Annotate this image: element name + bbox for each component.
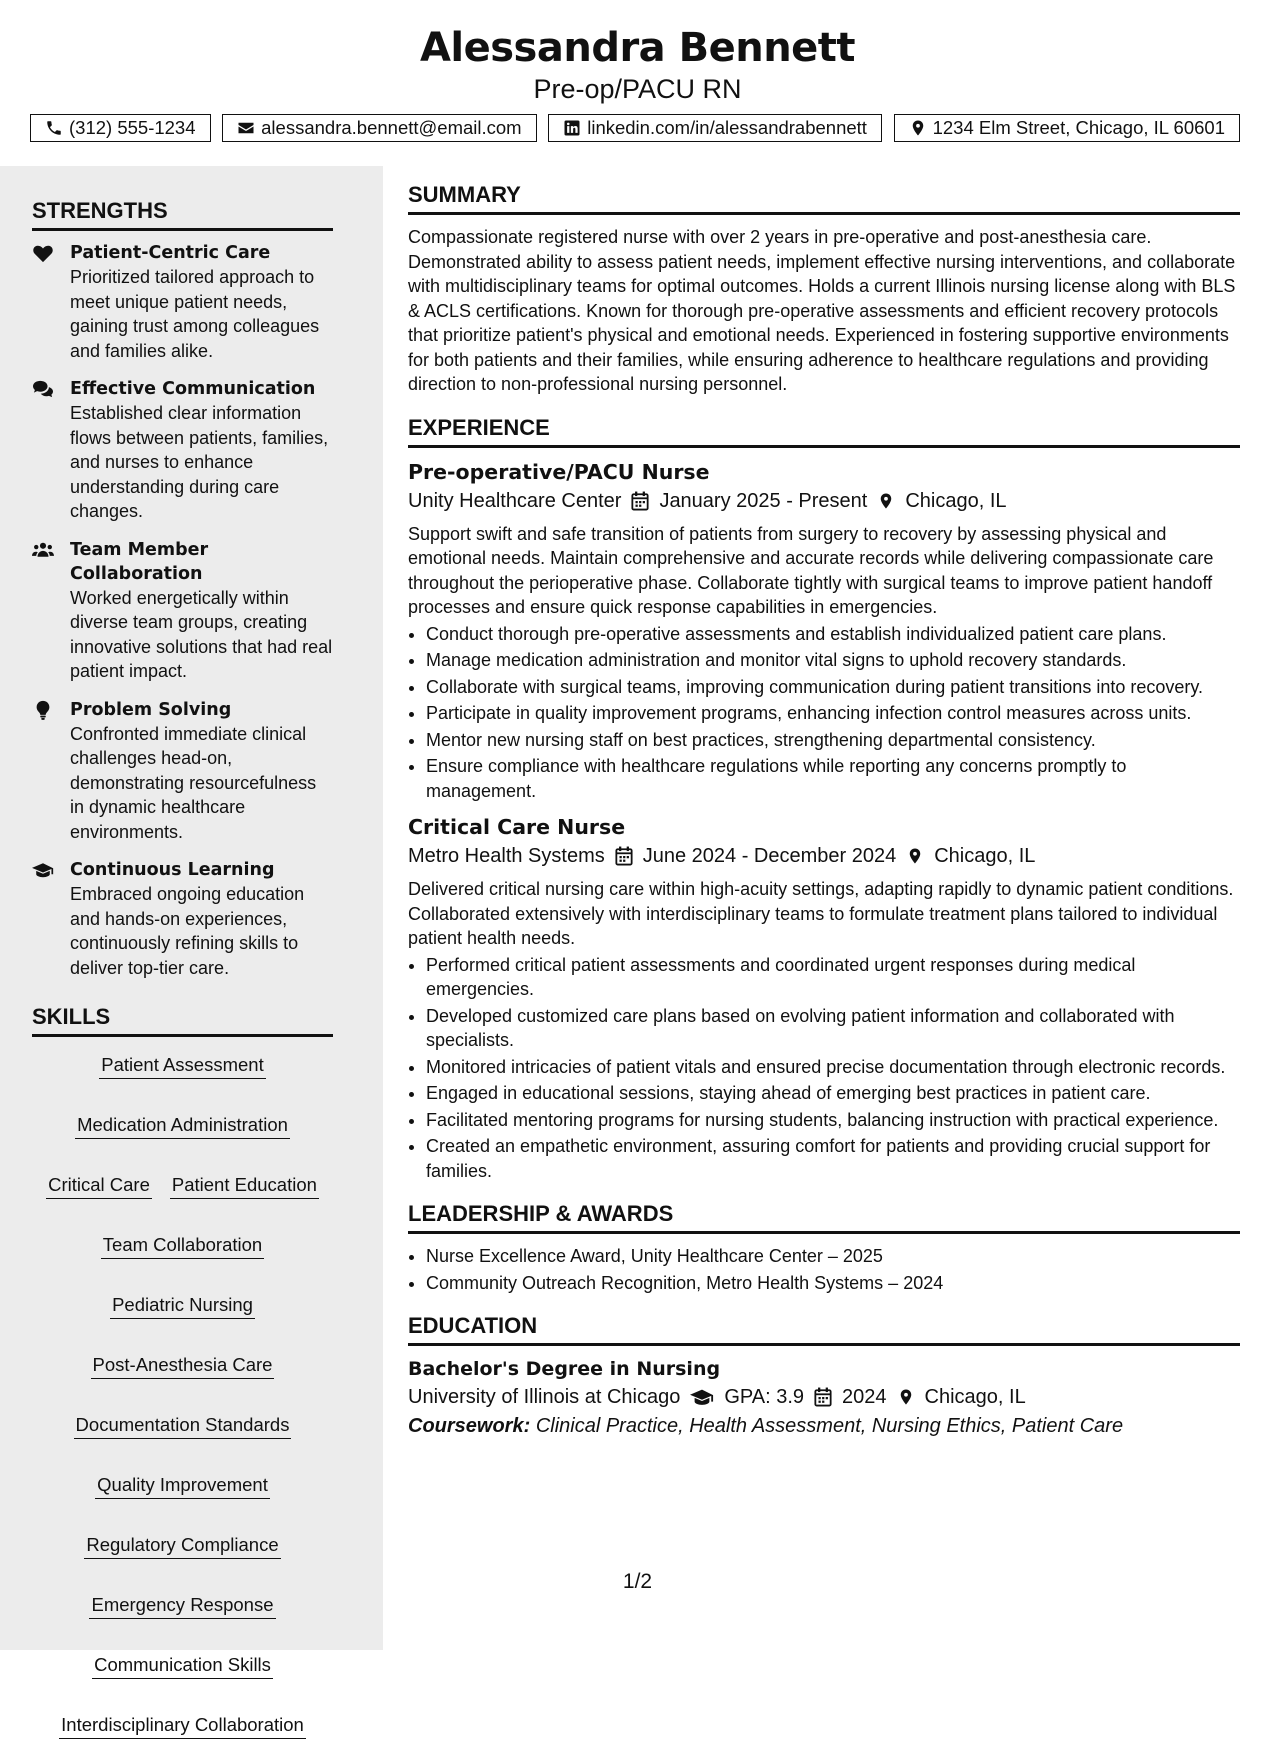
skill-tag: Regulatory Compliance — [84, 1533, 280, 1559]
job-title: Pre-operative/PACU Nurse — [408, 459, 710, 484]
job-bullets — [408, 953, 1240, 1184]
education-entry — [408, 1356, 1240, 1440]
resume-header — [0, 0, 1275, 106]
skill-tag: Patient Education — [170, 1173, 319, 1199]
strength-desc: Confronted immediate clinical challenges head-on, demonstrating resourcefulness in dynamic healthcare environments. — [70, 723, 317, 842]
map-marker-icon — [906, 846, 924, 866]
graduation-cap-icon — [690, 1387, 714, 1407]
heart-icon — [32, 243, 54, 263]
strength-title: Patient-Centric Care — [70, 243, 271, 263]
skill-tag: Interdisciplinary Collaboration — [59, 1713, 306, 1739]
gpa-text: GPA: 3.9 — [724, 1386, 805, 1408]
sidebar — [0, 166, 383, 1735]
job-bullet: • Manage medication administration and monitor vital signs to uphold recovery standards. — [426, 648, 1240, 673]
skill-tag: Emergency Response — [89, 1593, 275, 1619]
degree-title: Bachelor's Degree in Nursing — [408, 1358, 721, 1380]
job-bullet: • Participate in quality improvement programs, enhancing infection control measures across units. — [426, 701, 1240, 726]
job-bullet: • Engaged in educational sessions, staying ahead of emerging best practices in patient care. — [426, 1081, 1240, 1106]
awards-list — [408, 1244, 1240, 1295]
calendar-icon — [814, 1387, 832, 1407]
email-text: alessandra.bennett@email.com — [261, 117, 522, 138]
strength-item — [32, 698, 333, 845]
skills-list — [32, 1047, 333, 1739]
candidate-title: Pre-op/PACU RN — [533, 74, 742, 104]
award-item: • Community Outreach Recognition, Metro Health Systems – 2024 — [426, 1271, 1240, 1296]
strength-title: Continuous Learning — [70, 860, 275, 880]
education-meta — [408, 1382, 1240, 1412]
job-meta — [408, 486, 1240, 516]
school-location: Chicago, IL — [924, 1386, 1026, 1408]
strength-desc: Prioritized tailored approach to meet unique patient needs, gaining trust among colleagues and families alike. — [70, 267, 320, 361]
job-bullet: • Monitored intricacies of patient vitals and ensured precise documentation through electronic records. — [426, 1055, 1240, 1080]
skill-tag: Medication Administration — [75, 1113, 290, 1139]
education-heading: EDUCATION — [408, 1313, 1240, 1346]
calendar-icon — [631, 491, 649, 511]
graduation-year: 2024 — [842, 1386, 887, 1408]
users-icon — [32, 540, 54, 560]
linkedin-icon — [563, 119, 581, 137]
job-meta — [408, 841, 1240, 871]
job-bullet: • Developed customized care plans based on evolving patient information and collaborated with specialists. — [426, 1004, 1240, 1053]
linkedin-text: linkedin.com/in/alessandrabennett — [587, 117, 867, 138]
skill-tag: Team Collaboration — [101, 1233, 264, 1259]
calendar-icon — [615, 846, 633, 866]
experience-heading: EXPERIENCE — [408, 415, 1240, 448]
comments-icon — [32, 379, 54, 399]
job-company: Metro Health Systems — [408, 845, 605, 867]
strength-desc: Embraced ongoing education and hands-on experiences, continuously refining skills to deliver top-tier care. — [70, 884, 305, 978]
skill-tag: Pediatric Nursing — [110, 1293, 255, 1319]
graduation-cap-icon — [32, 860, 54, 880]
skill-tag: Post-Anesthesia Care — [91, 1353, 275, 1379]
strength-title: Problem Solving — [70, 699, 232, 720]
school-name: University of Illinois at Chicago — [408, 1386, 681, 1408]
strength-title: Team Member Collaboration — [70, 539, 209, 584]
strength-item — [32, 858, 333, 980]
summary-text: Compassionate registered nurse with over 2 years in pre-operative and post-anesthesia care. Demonstrated ability to assess patient needs, implement effective nursing interventions, and collaborate with multidisciplinary teams for optimal outcomes. Holds a current Illinois nursing license along with BLS & ACLS certifications. Known for thorough pre-operative assessments and efficient recovery protocols that prioritize patient's physical and emotional needs. Experienced in fostering supportive environments for both patients and their families, while ensuring adherence to healthcare regulations and providing direction to non-professional nursing personnel. — [408, 227, 1236, 394]
contact-phone[interactable] — [30, 114, 211, 142]
map-marker-icon — [897, 1387, 915, 1407]
strength-desc: Worked energetically within diverse team groups, creating innovative solutions that had real patient impact. — [70, 587, 333, 681]
job-bullet: • Mentor new nursing staff on best practices, strengthening departmental consistency. — [426, 728, 1240, 753]
strength-title: Effective Communication — [70, 379, 316, 399]
map-marker-icon — [909, 119, 927, 137]
job-company: Unity Healthcare Center — [408, 489, 622, 512]
job-bullet: • Conduct thorough pre-operative assessments and establish individualized patient care plans. — [426, 622, 1240, 647]
phone-text: (312) 555-1234 — [69, 117, 196, 138]
strength-item — [32, 241, 333, 363]
strength-desc: Established clear information flows between patients, families, and nurses to enhance understanding during care changes. — [70, 403, 329, 521]
contact-linkedin[interactable] — [548, 114, 882, 142]
phone-icon — [45, 119, 63, 137]
envelope-icon — [237, 119, 255, 137]
strength-item — [32, 538, 333, 684]
skill-tag: Critical Care — [46, 1173, 152, 1199]
job-location: Chicago, IL — [905, 489, 1007, 512]
job-bullet: • Created an empathetic environment, assuring comfort for patients and providing crucial support for families. — [426, 1134, 1240, 1183]
skill-tag: Documentation Standards — [74, 1413, 292, 1439]
coursework-list: Clinical Practice, Health Assessment, Nursing Ethics, Patient Care — [535, 1415, 1124, 1437]
job-title: Critical Care Nurse — [408, 815, 626, 839]
map-marker-icon — [877, 491, 895, 511]
job-location: Chicago, IL — [934, 845, 1036, 867]
lightbulb-icon — [32, 700, 54, 720]
main-content — [408, 166, 1240, 1440]
contact-bar — [30, 114, 1240, 142]
strength-item — [32, 377, 333, 524]
contact-email[interactable] — [222, 114, 536, 142]
job-bullets — [408, 622, 1240, 804]
page-number: 1/2 — [622, 1570, 653, 1593]
job-entry — [408, 458, 1240, 804]
skill-tag: Communication Skills — [92, 1653, 273, 1679]
coursework-label: Coursework: — [408, 1415, 531, 1437]
summary-heading: SUMMARY — [408, 182, 1240, 215]
job-bullet: • Performed critical patient assessments and coordinated urgent responses during medical emergencies. — [426, 953, 1240, 1002]
contact-address[interactable] — [894, 114, 1240, 142]
skill-tag: Quality Improvement — [95, 1473, 270, 1499]
job-dates: January 2025 - Present — [659, 489, 868, 512]
skills-heading: SKILLS — [32, 1004, 333, 1037]
job-bullet: • Facilitated mentoring programs for nursing students, balancing instruction with practical experience. — [426, 1108, 1240, 1133]
candidate-name: Alessandra Bennett — [419, 25, 856, 71]
address-text: 1234 Elm Street, Chicago, IL 60601 — [932, 117, 1225, 138]
strengths-heading: STRENGTHS — [32, 198, 333, 231]
job-entry — [408, 813, 1240, 1183]
job-description: Support swift and safe transition of patients from surgery to recovery by assessing physical and emotional needs. Maintain comprehensive and accurate records while delivering compassionate care throughout the perioperative phase. Collaborate tightly with surgical teams to improve patient handoff processes and ensure quick response capabilities in emergencies. — [408, 523, 1214, 617]
job-bullet: • Collaborate with surgical teams, improving communication during patient transitions into recovery. — [426, 675, 1240, 700]
coursework — [408, 1412, 1240, 1440]
job-description: Delivered critical nursing care within high-acuity settings, adapting rapidly to dynamic patient conditions. Collaborated extensively with interdisciplinary teams to formulate treatment plans tailored to individual patient health needs. — [408, 879, 1234, 948]
job-bullet: • Ensure compliance with healthcare regulations while reporting any concerns promptly to management. — [426, 754, 1240, 803]
job-dates: June 2024 - December 2024 — [642, 845, 897, 867]
skill-tag: Patient Assessment — [99, 1053, 265, 1079]
leadership-heading: LEADERSHIP & AWARDS — [408, 1201, 1240, 1234]
award-item: • Nurse Excellence Award, Unity Healthcare Center – 2025 — [426, 1244, 1240, 1269]
